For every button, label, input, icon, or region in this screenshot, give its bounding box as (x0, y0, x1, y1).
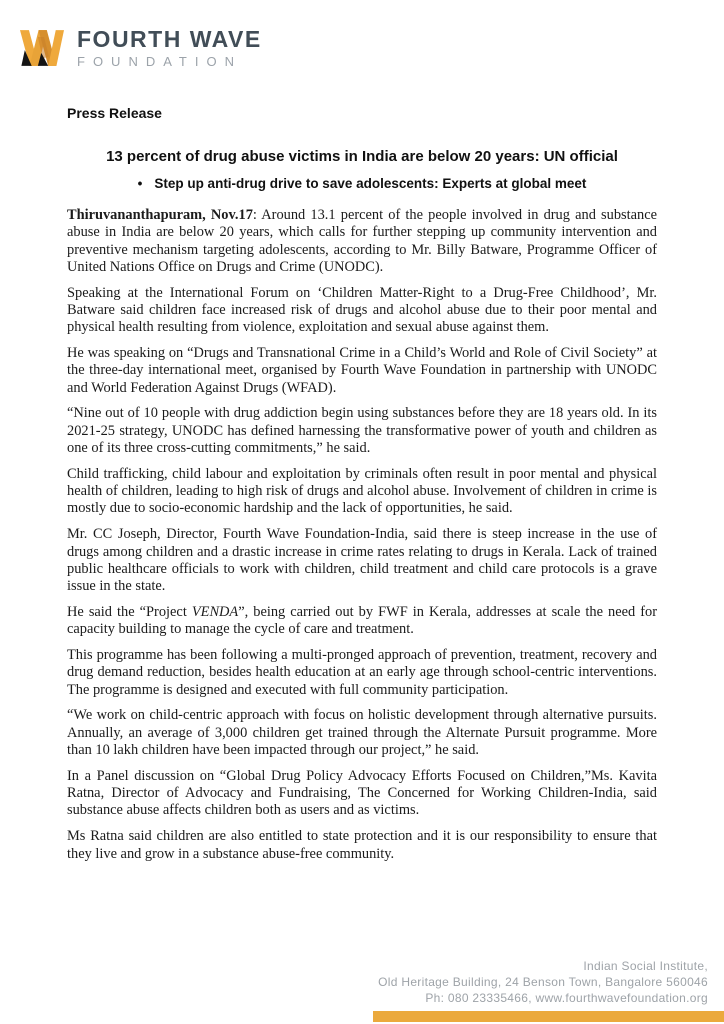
headline: 13 percent of drug abuse victims in India are below 20 years: UN official (106, 148, 618, 165)
paragraph: He was speaking on “Drugs and Transnational Crime in a Child’s World and Role of Civil Society” at the three-day international meet, organised by Fourth Wave Foundation in partnership with UNODC and World Federation Against Drugs (WFAD). (67, 345, 657, 396)
footer-line-address: Old Heritage Building, 24 Benson Town, Bangalore 560046 (378, 975, 708, 989)
logo (20, 20, 262, 76)
paragraph: “Nine out of 10 people with drug addiction begin using substances before they are 18 years old. In its 2021-25 strategy, UNODC has defined harnessing the transformative power of youth and children as one of its three cross-cutting commitments,” he said. (67, 405, 657, 457)
article-body (67, 207, 657, 863)
press-release-label: Press Release (67, 105, 162, 121)
footer-accent-bar (373, 1011, 724, 1022)
paragraph: He said the “Project VENDA”, being carried out by FWF in Kerala, addresses at scale the need for capacity building to manage the cycle of care and treatment. (67, 603, 657, 638)
paragraph: Mr. CC Joseph, Director, Fourth Wave Foundation-India, said there is steep increase in the use of drugs among children and a drastic increase in crime rates relating to drugs in Kerala. Lack of trained public healthcare officials to work with children, child treatment and child care protocols is a grave issue in the state. (67, 526, 657, 595)
footer-line-phone-web: Ph: 080 23335466, www.fourthwavefoundation.org (425, 991, 708, 1005)
paragraph: Thiruvananthapuram, Nov.17: Around 13.1 percent of the people involved in drug and substance abuse in India are below 20 years, which calls for further stepping up community intervention and preventive mechanism targeting adolescents, according to Mr. Billy Batware, Programme Officer of United Nations Office on Drugs and Crime (UNODC). (67, 207, 658, 275)
paragraph: “We work on child-centric approach with focus on holistic development through alternative pursuits. Annually, an average of 3,000 children get trained through the Alternate Pursuit programme. More than 10 lakh children have been impacted through our project,” he said. (67, 707, 657, 759)
subheadline-row (67, 176, 657, 191)
bullet-icon: • (137, 176, 143, 191)
footer-address (378, 958, 708, 1006)
logo-subtitle: FOUNDATION (77, 54, 242, 70)
logo-text (77, 27, 262, 69)
document-content (67, 105, 657, 871)
logo-title: FOURTH WAVE (77, 25, 262, 52)
footer-line-institute: Indian Social Institute, (583, 959, 708, 973)
paragraph: Speaking at the International Forum on ‘Children Matter-Right to a Drug-Free Childhood’, Mr. Batware said children face increased risk of drugs and alcohol abuse due to their poor mental and physical health resulting from violence, exploitation and sexual abuse against them. (67, 284, 657, 336)
paragraph: In a Panel discussion on “Global Drug Policy Advocacy Efforts Focused on Children,”Ms. Kavita Ratna, Director of Advocacy and Fundraising, The Concerned for Working Children-India, said substance abuse affects children both as users and as victims. (67, 767, 657, 819)
subheadline-text: Step up anti-drug drive to save adolescents: Experts at global meet (154, 176, 587, 191)
paragraph: Child trafficking, child labour and exploitation by criminals often result in poor mental and physical health of children, leading to high risk of drugs and alcohol abuse. Involvement of children in crime is mostly due to socio-economic hardship and the lack of opportunities, he said. (67, 465, 657, 517)
paragraph: This programme has been following a multi-pronged approach of prevention, treatment, recovery and drug demand reduction, besides health education at an early age through school-centric interventions. The programme is designed and executed with full community participation. (67, 647, 657, 698)
paragraph: Ms Ratna said children are also entitled to state protection and it is our responsibility to ensure that they live and grow in a substance abuse-free community. (67, 828, 657, 862)
fourth-wave-w-mark-icon (20, 20, 64, 76)
